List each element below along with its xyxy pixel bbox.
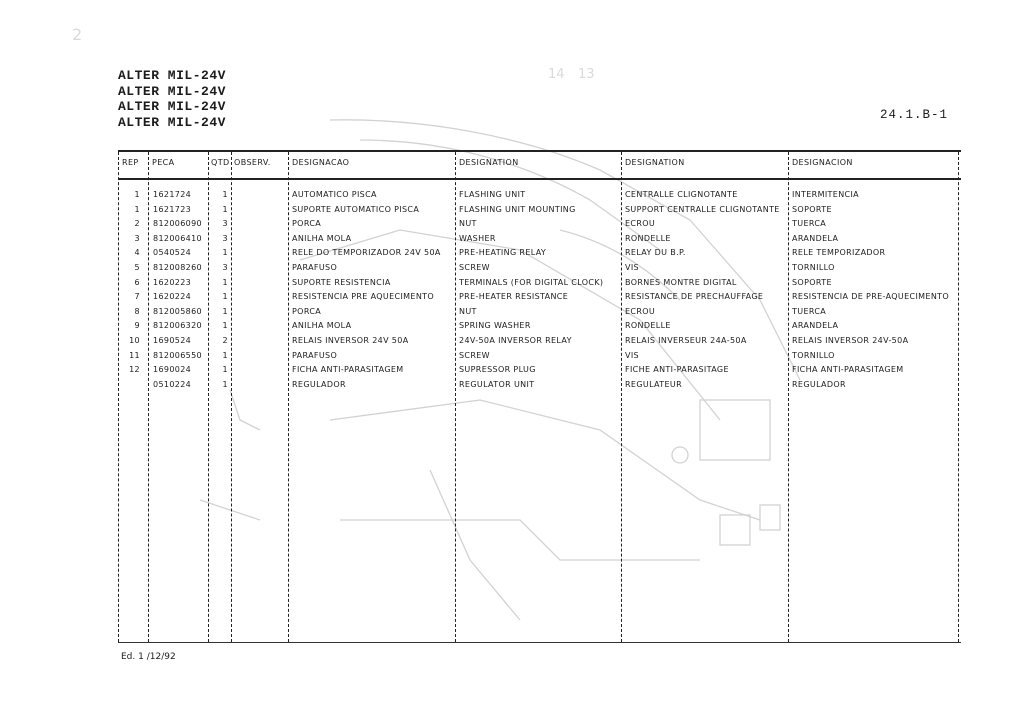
column-divider	[788, 152, 789, 642]
cell-quantity: 1	[222, 306, 228, 316]
cell-designation-fr: RELAIS INVERSEUR 24A-50A	[625, 336, 747, 345]
cell-rep: 11	[129, 350, 140, 360]
cell-designacao: SUPORTE AUTOMATICO PISCA	[292, 204, 420, 214]
model-line: ALTER MIL-24V	[118, 114, 226, 130]
cell-designacao: FICHA ANTI-PARASITAGEM	[292, 365, 404, 375]
cell-designation-en: SUPRESSOR PLUG	[459, 365, 536, 375]
cell-part-number: 0540524	[153, 248, 192, 258]
cell-quantity: 3	[222, 233, 228, 243]
cell-designation-en: SCREW	[459, 263, 490, 272]
cell-designacion: RESISTENCIA DE PRE-AQUECIMENTO	[792, 292, 950, 302]
cell-part-number: 1690524	[153, 336, 192, 345]
cell-quantity: 1	[222, 204, 228, 214]
model-line: ALTER MIL-24V	[118, 83, 226, 99]
cell-rep: 12	[129, 365, 140, 375]
cell-rep: 1	[134, 190, 140, 199]
ghost-label: 13	[578, 67, 595, 82]
cell-designation-en: PRE-HEATER RESISTANCE	[459, 292, 569, 302]
cell-designation-en: FLASHING UNIT MOUNTING	[459, 204, 576, 214]
cell-part-number: 1621723	[153, 204, 192, 214]
table-header-rule	[118, 178, 961, 180]
cell-rep: 5	[134, 263, 140, 272]
column-divider	[958, 152, 959, 642]
cell-rep: 2	[134, 219, 140, 229]
cell-designation-fr: RONDELLE	[625, 321, 671, 331]
cell-designation-fr: FICHE ANTI-PARASITAGE	[625, 365, 729, 375]
cell-designacion: RELAIS INVERSOR 24V-50A	[792, 336, 909, 345]
header-designation-en: DESIGNATION	[459, 158, 519, 167]
cell-part-number: 812005860	[153, 306, 202, 316]
cell-designation-fr: RONDELLE	[625, 233, 671, 243]
cell-designation-fr: CENTRALLE CLIGNOTANTE	[625, 190, 738, 199]
cell-quantity: 1	[222, 379, 228, 389]
cell-designation-fr: ECROU	[625, 306, 656, 316]
cell-quantity: 1	[222, 350, 228, 360]
cell-rep: 10	[129, 336, 140, 345]
cell-designation-en: TERMINALS (FOR DIGITAL CLOCK)	[459, 277, 604, 287]
table-top-rule	[118, 150, 961, 152]
cell-quantity: 1	[222, 365, 228, 375]
cell-quantity: 2	[222, 336, 228, 345]
cell-designacion: SOPORTE	[792, 204, 832, 214]
cell-designacion: RELE TEMPORIZADOR	[792, 248, 886, 258]
cell-part-number: 812006550	[153, 350, 202, 360]
cell-designation-fr: SUPPORT CENTRALLE CLIGNOTANTE	[625, 204, 780, 214]
column-divider	[231, 152, 232, 642]
cell-quantity: 3	[222, 263, 228, 272]
cell-designacao: PARAFUSO	[292, 263, 338, 272]
cell-part-number: 1620223	[153, 277, 192, 287]
header-peca: PECA	[152, 158, 175, 167]
cell-rep: 8	[134, 306, 140, 316]
cell-quantity: 1	[222, 292, 228, 302]
cell-quantity: 1	[222, 321, 228, 331]
cell-designation-en: PRE-HEATING RELAY	[459, 248, 547, 258]
cell-part-number: 1620224	[153, 292, 192, 302]
cell-designacao: RELE DO TEMPORIZADOR 24V 50A	[292, 248, 441, 258]
cell-designacion: ARANDELA	[792, 233, 839, 243]
cell-designation-en: SCREW	[459, 350, 490, 360]
cell-designation-fr: VIS	[625, 350, 639, 360]
cell-designation-en: REGULATOR UNIT	[459, 379, 535, 389]
cell-designation-en: NUT	[459, 219, 477, 229]
cell-designacao: RESISTENCIA PRE AQUECIMENTO	[292, 292, 435, 302]
edition-date: Ed. 1 /12/92	[121, 652, 176, 662]
cell-designacao: ANILHA MOLA	[292, 233, 352, 243]
cell-designacion: FICHA ANTI-PARASITAGEM	[792, 365, 904, 375]
page-reference: 24.1.B-1	[880, 108, 949, 122]
cell-designation-fr: REGULATEUR	[625, 379, 683, 389]
cell-designation-en: 24V-50A INVERSOR RELAY	[459, 336, 572, 345]
cell-part-number: 812006410	[153, 233, 202, 243]
cell-designacao: AUTOMATICO PISCA	[292, 190, 377, 199]
cell-designacion: REGULADOR	[792, 379, 846, 389]
cell-designacion: ARANDELA	[792, 321, 839, 331]
cell-part-number: 0510224	[153, 379, 192, 389]
ghost-label: 2	[72, 25, 83, 44]
model-line: ALTER MIL-24V	[118, 99, 226, 114]
cell-designation-en: SPRING WASHER	[459, 321, 531, 331]
cell-rep: 3	[134, 233, 140, 243]
cell-quantity: 3	[222, 219, 228, 229]
header-qtd: QTD	[211, 158, 230, 167]
cell-designacion: INTERMITENCIA	[792, 190, 859, 199]
cell-rep: 1	[134, 204, 140, 214]
ghost-label: 14	[548, 67, 565, 82]
header-observ: OBSERV.	[234, 158, 271, 167]
table-bottom-rule	[118, 642, 961, 643]
cell-part-number: 812006320	[153, 321, 202, 331]
cell-designation-en: FLASHING UNIT	[459, 190, 526, 199]
cell-quantity: 1	[222, 190, 228, 199]
cell-designacion: TORNILLO	[792, 350, 835, 360]
cell-designacao: PORCA	[292, 306, 322, 316]
cell-designacion: SOPORTE	[792, 277, 832, 287]
cell-designacao: SUPORTE RESISTENCIA	[292, 277, 391, 287]
cell-designation-en: NUT	[459, 306, 477, 316]
header-designacao: DESIGNACAO	[292, 158, 350, 167]
cell-designacao: PARAFUSO	[292, 350, 338, 360]
cell-designacao: PORCA	[292, 219, 322, 229]
cell-designation-fr: RELAY DU B.P.	[625, 248, 686, 258]
cell-designacion: TUERCA	[792, 306, 827, 316]
cell-designacion: TUERCA	[792, 219, 827, 229]
cell-rep: 7	[134, 292, 140, 302]
cell-quantity: 1	[222, 248, 228, 258]
column-divider	[455, 152, 456, 642]
cell-part-number: 812008260	[153, 263, 202, 272]
header-designation-fr: DESIGNATION	[625, 158, 685, 167]
column-divider	[148, 152, 149, 642]
cell-designacao: RELAIS INVERSOR 24V 50A	[292, 336, 409, 345]
cell-quantity: 1	[222, 277, 228, 287]
cell-rep: 6	[134, 277, 140, 287]
column-divider	[621, 152, 622, 642]
cell-rep: 9	[134, 321, 140, 331]
cell-designation-fr: ECROU	[625, 219, 656, 229]
cell-designation-en: WASHER	[459, 233, 496, 243]
cell-designation-fr: BORNES MONTRE DIGITAL	[625, 277, 737, 287]
header-designacion: DESIGNACION	[792, 158, 853, 167]
model-titles	[118, 68, 226, 130]
cell-rep: 4	[134, 248, 140, 258]
cell-designation-fr: RESISTANCE DE PRECHAUFFAGE	[625, 292, 764, 302]
cell-designacao: REGULADOR	[292, 379, 346, 389]
cell-part-number: 812006090	[153, 219, 202, 229]
cell-part-number: 1690024	[153, 365, 192, 375]
cell-designation-fr: VIS	[625, 263, 639, 272]
cell-designacion: TORNILLO	[792, 263, 835, 272]
model-line: ALTER MIL-24V	[118, 68, 226, 83]
header-rep: REP	[122, 158, 139, 167]
cell-designacao: ANILHA MOLA	[292, 321, 352, 331]
column-divider	[288, 152, 289, 642]
cell-part-number: 1621724	[153, 190, 192, 199]
